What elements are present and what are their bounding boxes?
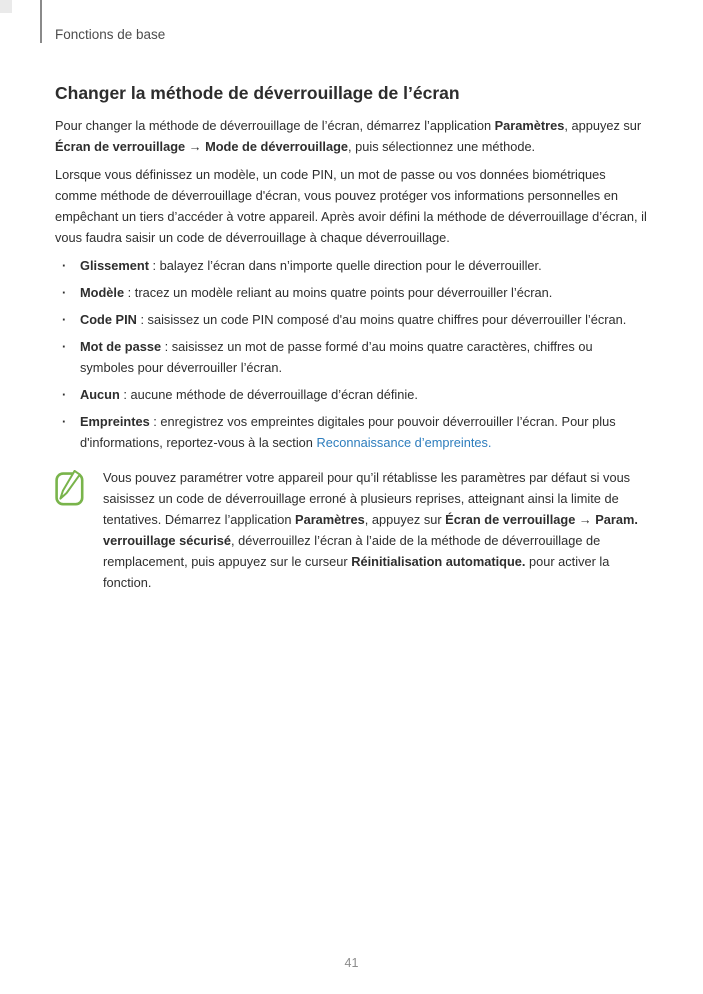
bold-run: Modèle — [80, 285, 125, 300]
bold-run: Param. verrouillage sécurisé — [103, 512, 638, 548]
list-item-code-pin — [55, 309, 648, 330]
bold-run: Écran de verrouillage — [55, 139, 186, 154]
text-run: Pour changer la méthode de déverrouillage de l’écran, démarrez l’application — [55, 118, 495, 133]
bold-run: Aucun — [80, 387, 120, 402]
list-item-modele — [55, 282, 648, 303]
note-text — [103, 467, 648, 593]
bold-run: Glissement — [80, 258, 149, 273]
text-run: Vous pouvez paramétrer votre appareil pour qu’il rétablisse les paramètres par défaut si vous saisissez un code de déverrouillage erroné à plusieurs reprises, atteignant ainsi la limite de tentatives. Démarrez l’application — [103, 470, 631, 527]
text-run: : tracez un modèle reliant au moins quatre points pour déverrouiller l’écran. — [124, 285, 553, 300]
text-run: : aucune méthode de déverrouillage d’écran définie. — [119, 387, 418, 402]
note-pencil-icon — [55, 470, 84, 506]
note-box — [55, 467, 648, 593]
unlock-methods-list — [55, 255, 648, 453]
page-content — [55, 83, 648, 593]
bold-run: Code PIN — [80, 312, 137, 327]
list-item-aucun — [55, 384, 648, 405]
bold-run: Empreintes — [80, 414, 150, 429]
text-run: : balayez l’écran dans n’importe quelle direction pour le déverrouiller. — [149, 258, 542, 273]
text-run: → — [185, 139, 206, 154]
text-run: → — [575, 512, 596, 527]
text-run: : saisissez un mot de passe formé d’au moins quatre caractères, chiffres ou symboles pour déverrouiller l’écran. — [80, 339, 593, 375]
text-run: pour activer la fonction. — [103, 554, 610, 590]
corner-mark — [0, 0, 12, 13]
bold-run: Réinitialisation automatique. — [351, 554, 526, 569]
bold-run: Mode de déverrouillage — [205, 139, 349, 154]
list-item-empreintes — [55, 411, 648, 453]
bold-run: Mot de passe — [80, 339, 162, 354]
inline-link[interactable]: Reconnaissance d’empreintes. — [316, 435, 492, 450]
text-run: , appuyez sur — [564, 118, 642, 133]
text-run: : saisissez un code PIN composé d'au moins quatre chiffres pour déverrouiller l’écran. — [136, 312, 627, 327]
chapter-header: Fonctions de base — [55, 27, 166, 42]
paragraph-intro — [55, 115, 648, 157]
text-run: : enregistrez vos empreintes digitales pour pouvoir déverrouiller l’écran. Pour plus d'informations, reportez-vous à la section — [80, 414, 616, 450]
bold-run: Écran de verrouillage — [445, 512, 576, 527]
list-item-mot-de-passe — [55, 336, 648, 378]
bold-run: Paramètres — [295, 512, 365, 527]
bold-run: Paramètres — [494, 118, 565, 133]
header-divider — [40, 0, 42, 43]
text-run: Lorsque vous définissez un modèle, un code PIN, un mot de passe ou vos données biométriques comme méthode de déverrouillage d'écran, vous pouvez protéger vos informations personnelles en empêchant un tiers d’accéder à votre appareil. Après avoir défini la méthode de déverrouillage d’écran, il vous faudra saisir un code de déverrouillage à chaque déverrouillage. — [55, 167, 647, 245]
text-run: , déverrouillez l’écran à l’aide de la méthode de déverrouillage de remplacement, puis appuyez sur le curseur — [103, 533, 601, 569]
list-item-glissement — [55, 255, 648, 276]
section-title: Changer la méthode de déverrouillage de l’écran — [55, 83, 460, 103]
text-run: , appuyez sur — [364, 512, 446, 527]
text-run: , puis sélectionnez une méthode. — [348, 139, 536, 154]
page-number: 41 — [344, 956, 359, 970]
paragraph-description — [55, 164, 648, 248]
